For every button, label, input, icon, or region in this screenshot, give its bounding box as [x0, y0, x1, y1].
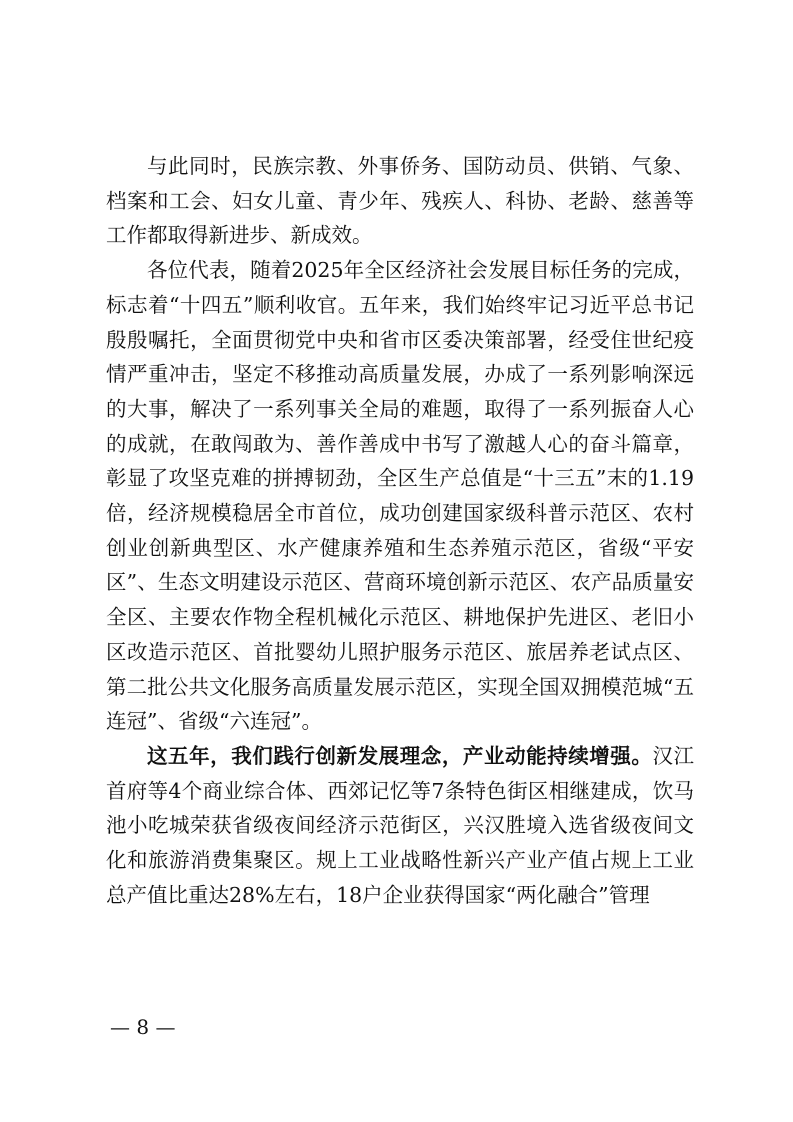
paragraph-text: 与此同时，民族宗教、外事侨务、国防动员、供销、气象、档案和工会、妇女儿童、青少年、残疾人、科协、老龄、慈善等工作都取得新进步、新成效。: [106, 154, 694, 248]
paragraph-text: 各位代表，随着2025年全区经济社会发展目标任务的完成，标志着“十四五”顺利收官。五年来，我们始终牢记习近平总书记殷殷嘱托，全面贯彻党中央和省市区委决策部署，经受住世纪疫情严重冲击，坚定不移推动高质量发展，办成了一系列影响深远的大事，解决了一系列事关全局的难题，取得了一系列振奋人心的成就，在敢闯敢为、善作善成中书写了激越人心的奋斗篇章，彰显了攻坚克难的拼搏韧劲，全区生产总值是“十三五”末的1.19倍，经济规模稳居全市首位，成功创建国家级科普示范区、农村创业创新典型区、水产健康养殖和生态养殖示范区，省级“平安区”、生态文明建设示范区、营商环境创新示范区、农产品质量安全区、主要农作物全程机械化示范区、耕地保护先进区、老旧小区改造示范区、首批婴幼儿照护服务示范区、旅居养老试点区、第二批公共文化服务高质量发展示范区，实现全国双拥模范城“五连冠”、省级“六连冠”。: [106, 258, 694, 734]
paragraph-achievements-other: [106, 149, 694, 253]
paragraph-lead: 这五年，我们践行创新发展理念，产业动能持续增强。: [147, 743, 653, 768]
paragraph-five-year-summary: [106, 253, 694, 739]
paragraph-text: 汉江首府等4个商业综合体、西郊记忆等7条特色街区相继建成，饮马池小吃城荣获省级夜间经济示范街区，兴汉胜境入选省级夜间文化和旅游消费集聚区。规上工业战略性新兴产业产值占规上工业总产值比重达28%左右，18户企业获得国家“两化融合”管理: [106, 743, 695, 907]
paragraph-innovation: [106, 739, 694, 913]
body-text: [106, 149, 694, 912]
page-number: — 8 —: [110, 1015, 176, 1039]
